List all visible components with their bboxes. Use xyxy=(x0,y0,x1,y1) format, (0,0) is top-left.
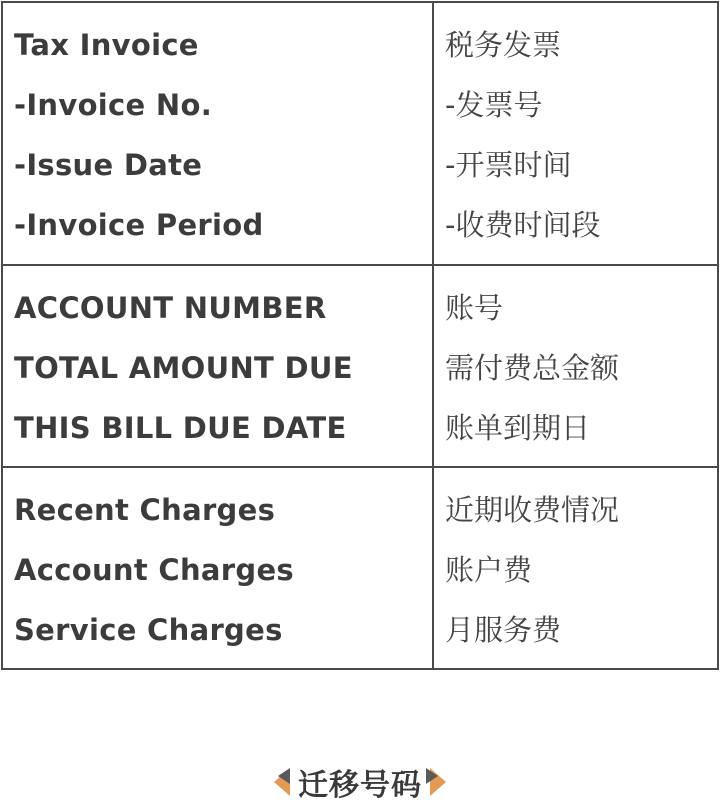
section-title-nav xyxy=(0,760,720,804)
term-chinese: 账户费 xyxy=(445,553,533,587)
chinese-column xyxy=(434,266,717,466)
section-title: 迁移号码 xyxy=(298,768,422,803)
chinese-column xyxy=(434,468,717,668)
english-column xyxy=(3,3,434,264)
term-english: Tax Invoice xyxy=(14,28,199,62)
term-english: THIS BILL DUE DATE xyxy=(14,411,347,445)
term-english: -Issue Date xyxy=(14,148,203,182)
term-english: Recent Charges xyxy=(14,493,276,527)
term-english: Account Charges xyxy=(14,553,294,587)
term-english: -Invoice Period xyxy=(14,208,264,242)
english-column xyxy=(3,266,434,466)
term-chinese: -开票时间 xyxy=(445,148,572,182)
invoice-glossary-table xyxy=(1,1,719,670)
term-chinese: 税务发票 xyxy=(445,28,562,62)
term-english: -Invoice No. xyxy=(14,88,213,122)
triangle-left-icon xyxy=(274,768,290,796)
triangle-right-icon xyxy=(430,768,446,796)
term-chinese: -收费时间段 xyxy=(445,208,601,242)
term-chinese: 账号 xyxy=(445,291,504,325)
term-chinese: -发票号 xyxy=(445,88,543,122)
term-chinese: 月服务费 xyxy=(445,613,562,647)
term-english: ACCOUNT NUMBER xyxy=(14,291,327,325)
term-english: Service Charges xyxy=(14,613,283,647)
english-column xyxy=(3,468,434,668)
chinese-column xyxy=(434,3,717,264)
glossary-section-account xyxy=(3,266,717,468)
term-chinese: 需付费总金额 xyxy=(445,351,620,385)
glossary-section-invoice xyxy=(3,3,717,266)
term-chinese: 账单到期日 xyxy=(445,411,591,445)
term-english: TOTAL AMOUNT DUE xyxy=(14,351,353,385)
glossary-section-charges xyxy=(3,468,717,668)
term-chinese: 近期收费情况 xyxy=(445,493,620,527)
